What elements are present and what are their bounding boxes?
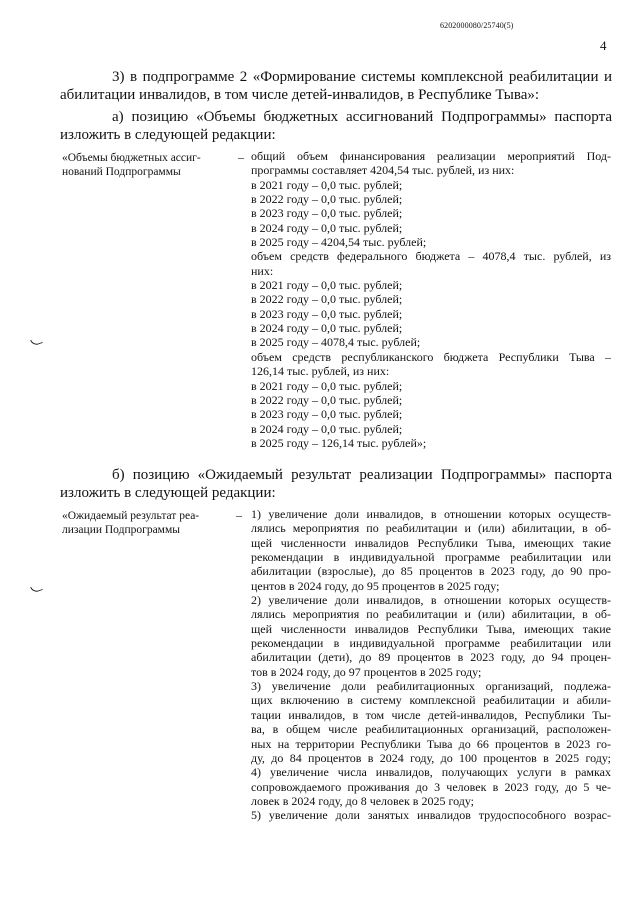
label-line: «Объемы бюджетных ассиг- <box>62 152 201 164</box>
page-number: 4 <box>600 38 607 53</box>
content-line: в 2022 году – 0,0 тыс. рублей; <box>251 392 403 407</box>
budget-allocations-content <box>251 149 611 450</box>
content-line: 4) увеличение числа инвалидов, получающих услуги в рамках <box>251 765 611 780</box>
content-line: лялись мероприятия по реабилитации и (или) абилитации, в об- <box>251 521 611 536</box>
content-line: центов в 2024 году, до 95 процентов в 2025 году; <box>251 578 500 593</box>
paragraph-item-b: б) позицию «Ожидаемый результат реализации Подпрограммы» паспорта изложить в следующей редакции: <box>60 467 612 501</box>
content-line: в 2023 году – 0,0 тыс. рублей; <box>251 206 403 221</box>
content-line: в 2024 году – 0,0 тыс. рублей; <box>251 220 403 235</box>
content-line: рекомендации в индивидуальной программе реабилитации или <box>251 636 611 651</box>
content-line: ных на территории Республики Тыва до 66 процентов в 2023 го- <box>251 736 611 751</box>
content-line: общий объем финансирования реализации мероприятий Под- <box>251 149 611 163</box>
content-line: абилитации (дети), до 89 процентов в 2023 году, до 94 процен- <box>251 650 611 665</box>
content-line: объем средств республиканского бюджета Республики Тыва – <box>251 349 611 364</box>
label-line: нований Подпрограммы <box>62 166 181 178</box>
paragraph-item-a: а) позицию «Объемы бюджетных ассигнований Подпрограммы» паспорта изложить в следующей редакции: <box>60 109 612 143</box>
content-line: в 2022 году – 0,0 тыс. рублей; <box>251 192 403 207</box>
expected-result-content <box>251 507 611 823</box>
content-line: них: <box>251 263 274 278</box>
content-line: 3) увеличение доли реабилитационных организаций, подлежа- <box>251 679 611 694</box>
content-line: 126,14 тыс. рублей, из них: <box>251 364 390 379</box>
content-line: в 2023 году – 0,0 тыс. рублей; <box>251 306 403 321</box>
content-line: тов в 2024 году, до 97 процентов в 2025 году; <box>251 664 482 679</box>
label-budget-allocations <box>62 151 224 179</box>
content-line: в 2022 году – 0,0 тыс. рублей; <box>251 292 403 307</box>
content-line: рекомендации в индивидуальной программе реабилитации или <box>251 550 611 565</box>
content-line: щих включению в систему комплексной реабилитации и абили- <box>251 693 611 708</box>
content-line: в 2024 году – 0,0 тыс. рублей; <box>251 321 403 336</box>
content-line: в 2021 году – 0,0 тыс. рублей; <box>251 378 403 393</box>
content-line: ду, до 84 процентов в 2024 году, до 100 процентов в 2025 году; <box>251 750 611 765</box>
separator-dash: – <box>236 508 242 522</box>
content-line: в 2024 году – 0,0 тыс. рублей; <box>251 421 403 436</box>
margin-pen-mark <box>30 336 43 346</box>
content-line: в 2021 году – 0,0 тыс. рублей; <box>251 278 403 293</box>
content-line: щей численности инвалидов Республики Тыва, имеющих такие <box>251 621 611 636</box>
content-line: объем средств федерального бюджета – 4078,4 тыс. рублей, из <box>251 249 611 264</box>
content-line: сопровождаемого проживания до 3 человек в 2023 году, до 5 че- <box>251 779 611 794</box>
document-code: 6202000080/25740(5) <box>440 21 514 30</box>
paragraph-subprogram-2: 3) в подпрограмме 2 «Формирование системы комплексной реабилитации и абилитации инвалидов, в том числе детей-инвалидов, в Республике Тыва»: <box>60 69 612 103</box>
margin-pen-mark <box>30 583 43 593</box>
content-line: в 2025 году – 4078,4 тыс. рублей; <box>251 335 421 350</box>
label-line: «Ожидаемый результат реа- <box>62 510 200 522</box>
label-line: лизации Подпрограммы <box>62 524 180 536</box>
content-line: в 2025 году – 126,14 тыс. рублей»; <box>251 435 427 450</box>
content-line: 5) увеличение доли занятых инвалидов трудоспособного возрас- <box>251 808 611 823</box>
content-line: в 2023 году – 0,0 тыс. рублей; <box>251 407 403 422</box>
content-line: абилитации (взрослые), до 85 процентов в 2023 году, до 90 про- <box>251 564 611 579</box>
content-line: в 2021 году – 0,0 тыс. рублей; <box>251 177 403 192</box>
label-expected-result <box>62 509 224 537</box>
content-line: лялись мероприятия по реабилитации и (или) абилитации, в об- <box>251 607 611 622</box>
content-line: в 2025 году – 4204,54 тыс. рублей; <box>251 235 427 250</box>
separator-dash: – <box>238 150 244 164</box>
content-line: 1) увеличение доли инвалидов, в отношении которых осуществ- <box>251 507 611 521</box>
content-line: 2) увеличение доли инвалидов, в отношении которых осуществ- <box>251 593 611 608</box>
content-line: программы составляет 4204,54 тыс. рублей, из них: <box>251 163 515 178</box>
content-line: ва, в общем числе реабилитационных организаций, расположен- <box>251 722 611 737</box>
content-line: ловек в 2024 году, до 8 человек в 2025 году; <box>251 793 475 808</box>
content-line: тации инвалидов, в том числе детей-инвалидов, Республики Ты- <box>251 707 611 722</box>
content-line: щей численности инвалидов Республики Тыва, имеющих такие <box>251 535 611 550</box>
